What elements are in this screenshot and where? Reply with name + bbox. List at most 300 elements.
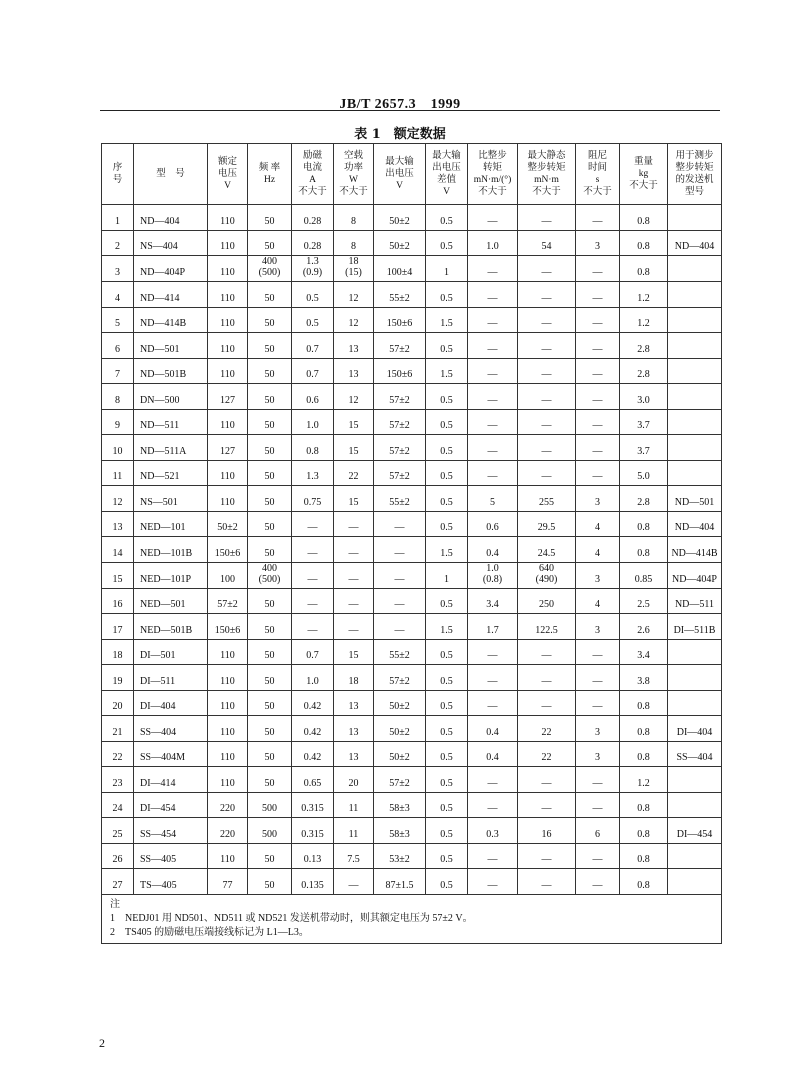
col-excitation-current-cell: —: [292, 614, 334, 640]
standard-code: JB/T 2657.3 1999: [339, 97, 461, 112]
col-specific-sync-torque-cell: —: [468, 639, 518, 665]
header-line: V: [224, 181, 231, 191]
table-row: [102, 256, 722, 282]
col-weight-cell: 0.8: [620, 843, 668, 869]
col-frequency-cell: 50: [248, 282, 292, 308]
col-max-output-voltage-cell: 57±2: [374, 767, 426, 793]
col-model-cell: ND—414: [134, 282, 208, 308]
col-frequency-cell: 50: [248, 537, 292, 563]
col-no-load-power-cell: 12: [334, 282, 374, 308]
note-2: 2 TS405 的励磁电压端接线标记为 L1—L3。: [110, 926, 309, 938]
col-frequency-cell: 50: [248, 205, 292, 231]
col-index-cell: 22: [102, 741, 134, 767]
col-excitation-current-cell: 0.13: [292, 843, 334, 869]
col-no-load-power-cell: 8: [334, 205, 374, 231]
col-output-voltage-diff-cell: 0.5: [426, 818, 468, 844]
header-line: 整步转矩: [675, 163, 714, 173]
table-row: [102, 639, 722, 665]
table-row: [102, 690, 722, 716]
table-row: [102, 205, 722, 231]
col-index-cell: 7: [102, 358, 134, 384]
col-output-voltage-diff-cell: 1.5: [426, 307, 468, 333]
col-max-output-voltage-cell: 58±3: [374, 818, 426, 844]
col-specific-sync-torque-cell: 1.0: [468, 230, 518, 256]
col-excitation-current-cell: 0.75: [292, 486, 334, 512]
table-row: [102, 588, 722, 614]
col-no-load-power-cell: 13: [334, 690, 374, 716]
col-max-output-voltage-cell: —: [374, 562, 426, 588]
col-model-cell: NED—101B: [134, 537, 208, 563]
table-row: [102, 282, 722, 308]
header-line: 出电压: [432, 163, 461, 173]
col-max-static-sync-torque-cell: —: [518, 384, 576, 410]
col-test-transmitter-cell: [668, 358, 722, 384]
col-test-transmitter-cell: [668, 792, 722, 818]
col-frequency-cell: 50: [248, 384, 292, 410]
col-weight-cell: 2.8: [620, 358, 668, 384]
col-output-voltage-diff-cell: 0.5: [426, 511, 468, 537]
col-max-static-sync-torque-cell: —: [518, 665, 576, 691]
col-frequency-header: [248, 144, 292, 205]
col-frequency-cell: 50: [248, 307, 292, 333]
col-no-load-power-cell: —: [334, 537, 374, 563]
col-weight-cell: 0.85: [620, 562, 668, 588]
col-weight-cell: 1.2: [620, 307, 668, 333]
col-output-voltage-diff-cell: 0.5: [426, 843, 468, 869]
col-rated-voltage-cell: 110: [208, 230, 248, 256]
rated-data-table: [101, 143, 722, 944]
col-damping-time-cell: —: [576, 409, 620, 435]
col-no-load-power-cell: 12: [334, 384, 374, 410]
col-index-cell: 23: [102, 767, 134, 793]
header-line: mN·m/(°): [473, 175, 512, 185]
col-rated-voltage-cell: 127: [208, 384, 248, 410]
header-line: kg: [638, 169, 649, 179]
col-index-cell: 6: [102, 333, 134, 359]
header-line: 额定: [217, 157, 237, 167]
col-max-output-voltage-cell: —: [374, 588, 426, 614]
col-weight-cell: 3.4: [620, 639, 668, 665]
header-line: 电流: [302, 163, 322, 173]
table-row: [102, 486, 722, 512]
col-max-output-voltage-cell: —: [374, 511, 426, 537]
col-damping-time-cell: 4: [576, 511, 620, 537]
header-line: 转矩: [482, 163, 502, 173]
col-specific-sync-torque-cell: —: [468, 282, 518, 308]
col-rated-voltage-cell: 127: [208, 435, 248, 461]
col-excitation-current-header: [292, 144, 334, 205]
col-excitation-current-cell: 1.0: [292, 665, 334, 691]
col-frequency-cell: 50: [248, 511, 292, 537]
col-model-cell: NED—101: [134, 511, 208, 537]
col-model-cell: DI—414: [134, 767, 208, 793]
col-damping-time-cell: —: [576, 282, 620, 308]
col-output-voltage-diff-cell: 0.5: [426, 588, 468, 614]
col-max-output-voltage-cell: —: [374, 614, 426, 640]
col-model-cell: SS—404: [134, 716, 208, 742]
col-test-transmitter-cell: ND—414B: [668, 537, 722, 563]
col-weight-cell: 3.7: [620, 409, 668, 435]
table-row: [102, 716, 722, 742]
col-max-output-voltage-cell: 150±6: [374, 307, 426, 333]
header-line: 不大于: [339, 187, 368, 197]
col-model-cell: ND—501: [134, 333, 208, 359]
col-excitation-current-cell: 0.28: [292, 230, 334, 256]
table-row: [102, 460, 722, 486]
header-line: 差值: [436, 175, 456, 185]
table-row: [102, 665, 722, 691]
col-test-transmitter-cell: [668, 409, 722, 435]
notes-label: 注: [110, 898, 120, 910]
col-weight-cell: 2.5: [620, 588, 668, 614]
col-frequency-cell: 50: [248, 230, 292, 256]
col-excitation-current-cell: 0.5: [292, 307, 334, 333]
col-test-transmitter-cell: [668, 460, 722, 486]
col-model-cell: DI—404: [134, 690, 208, 716]
col-damping-time-cell: 3: [576, 486, 620, 512]
col-specific-sync-torque-cell: 0.4: [468, 741, 518, 767]
header-line: 比整步: [478, 151, 507, 161]
col-output-voltage-diff-cell: 1.5: [426, 358, 468, 384]
col-specific-sync-torque-cell: 0.4: [468, 537, 518, 563]
col-frequency-cell: 50: [248, 333, 292, 359]
table-row: [102, 409, 722, 435]
header-line: 型 号: [156, 169, 185, 179]
col-output-voltage-diff-cell: 0.5: [426, 690, 468, 716]
col-max-static-sync-torque-cell: 29.5: [518, 511, 576, 537]
col-output-voltage-diff-cell: 0.5: [426, 869, 468, 895]
col-damping-time-cell: —: [576, 333, 620, 359]
col-excitation-current-cell: 0.315: [292, 792, 334, 818]
col-max-static-sync-torque-cell: 22: [518, 741, 576, 767]
col-damping-time-cell: —: [576, 384, 620, 410]
col-max-output-voltage-cell: 57±2: [374, 460, 426, 486]
col-output-voltage-diff-cell: 0.5: [426, 792, 468, 818]
col-test-transmitter-cell: [668, 282, 722, 308]
col-weight-cell: 5.0: [620, 460, 668, 486]
col-max-static-sync-torque-cell: —: [518, 282, 576, 308]
col-damping-time-cell: 3: [576, 562, 620, 588]
col-max-static-sync-torque-cell: —: [518, 843, 576, 869]
col-index-cell: 21: [102, 716, 134, 742]
col-frequency-cell: 50: [248, 716, 292, 742]
col-index-cell: 4: [102, 282, 134, 308]
col-max-static-sync-torque-cell: —: [518, 205, 576, 231]
col-output-voltage-diff-cell: 0.5: [426, 230, 468, 256]
col-model-cell: SS—405: [134, 843, 208, 869]
col-max-output-voltage-cell: —: [374, 537, 426, 563]
col-output-voltage-diff-header: [426, 144, 468, 205]
col-test-transmitter-header: [668, 144, 722, 205]
col-damping-time-cell: —: [576, 358, 620, 384]
col-test-transmitter-cell: [668, 435, 722, 461]
col-no-load-power-cell: —: [334, 562, 374, 588]
table-row: [102, 614, 722, 640]
col-no-load-power-cell: 13: [334, 333, 374, 359]
table-row: [102, 333, 722, 359]
col-max-static-sync-torque-cell: —: [518, 409, 576, 435]
col-max-output-voltage-cell: 50±2: [374, 716, 426, 742]
notes-cell: [102, 894, 722, 943]
col-no-load-power-cell: —: [334, 588, 374, 614]
header-line: 整步转矩: [527, 163, 566, 173]
col-test-transmitter-cell: [668, 205, 722, 231]
col-specific-sync-torque-cell: —: [468, 460, 518, 486]
col-test-transmitter-cell: [668, 869, 722, 895]
col-specific-sync-torque-cell: 0.6: [468, 511, 518, 537]
col-max-output-voltage-cell: 55±2: [374, 282, 426, 308]
col-model-cell: NED—501: [134, 588, 208, 614]
col-output-voltage-diff-cell: 0.5: [426, 460, 468, 486]
header-line: 功率: [343, 163, 363, 173]
col-index-cell: 26: [102, 843, 134, 869]
col-max-output-voltage-cell: 53±2: [374, 843, 426, 869]
col-index-cell: 25: [102, 818, 134, 844]
col-index-cell: 11: [102, 460, 134, 486]
col-test-transmitter-cell: [668, 384, 722, 410]
table-row: [102, 562, 722, 588]
col-test-transmitter-cell: ND—501: [668, 486, 722, 512]
col-max-static-sync-torque-cell: —: [518, 639, 576, 665]
col-specific-sync-torque-cell: 3.4: [468, 588, 518, 614]
col-rated-voltage-cell: 110: [208, 690, 248, 716]
col-rated-voltage-cell: 110: [208, 282, 248, 308]
table-header-row: [102, 144, 722, 205]
col-max-output-voltage-cell: 57±2: [374, 409, 426, 435]
header-line: Hz: [263, 175, 276, 185]
col-no-load-power-cell: 8: [334, 230, 374, 256]
col-index-cell: 14: [102, 537, 134, 563]
table-row: [102, 307, 722, 333]
col-test-transmitter-cell: ND—511: [668, 588, 722, 614]
col-rated-voltage-cell: 110: [208, 741, 248, 767]
header-line: 用于测步: [675, 151, 714, 161]
table-row: [102, 511, 722, 537]
col-excitation-current-cell: 0.6: [292, 384, 334, 410]
col-specific-sync-torque-cell: —: [468, 435, 518, 461]
col-index-cell: 19: [102, 665, 134, 691]
col-frequency-cell: 50: [248, 843, 292, 869]
col-model-cell: ND—501B: [134, 358, 208, 384]
col-rated-voltage-cell: 110: [208, 333, 248, 359]
col-excitation-current-cell: 1.3: [292, 460, 334, 486]
col-excitation-current-cell: 0.42: [292, 716, 334, 742]
header-line: 不大于: [298, 187, 327, 197]
col-no-load-power-cell: 18 (15): [334, 256, 374, 282]
col-specific-sync-torque-cell: —: [468, 409, 518, 435]
col-damping-time-cell: 3: [576, 741, 620, 767]
header-line: 不大于: [478, 187, 507, 197]
col-test-transmitter-cell: [668, 767, 722, 793]
col-output-voltage-diff-cell: 0.5: [426, 333, 468, 359]
header-line: V: [443, 187, 450, 197]
col-excitation-current-cell: 0.7: [292, 333, 334, 359]
table-row: [102, 741, 722, 767]
col-model-cell: DN—500: [134, 384, 208, 410]
col-excitation-current-cell: 0.7: [292, 639, 334, 665]
table-body: [102, 205, 722, 895]
notes-row: [102, 894, 722, 943]
col-max-static-sync-torque-cell: —: [518, 333, 576, 359]
col-excitation-current-cell: 0.28: [292, 205, 334, 231]
col-no-load-power-cell: —: [334, 869, 374, 895]
header-line: 频 率: [258, 163, 281, 173]
col-test-transmitter-cell: [668, 665, 722, 691]
col-excitation-current-cell: —: [292, 562, 334, 588]
col-rated-voltage-cell: 220: [208, 818, 248, 844]
table-title: 表 1 额定数据: [354, 127, 446, 142]
header-line: 最大输: [385, 157, 414, 167]
col-specific-sync-torque-header: [468, 144, 518, 205]
col-test-transmitter-cell: [668, 690, 722, 716]
col-max-output-voltage-cell: 58±3: [374, 792, 426, 818]
col-max-output-voltage-cell: 57±2: [374, 333, 426, 359]
col-output-voltage-diff-cell: 0.5: [426, 282, 468, 308]
col-test-transmitter-cell: DI—511B: [668, 614, 722, 640]
col-frequency-cell: 50: [248, 869, 292, 895]
col-weight-cell: 2.8: [620, 333, 668, 359]
col-excitation-current-cell: 0.42: [292, 690, 334, 716]
col-index-cell: 5: [102, 307, 134, 333]
col-max-static-sync-torque-cell: 24.5: [518, 537, 576, 563]
col-rated-voltage-cell: 77: [208, 869, 248, 895]
header-line: 号: [112, 175, 123, 185]
col-index-cell: 2: [102, 230, 134, 256]
col-no-load-power-cell: 11: [334, 818, 374, 844]
col-damping-time-cell: —: [576, 307, 620, 333]
col-model-cell: ND—521: [134, 460, 208, 486]
col-weight-cell: 1.2: [620, 767, 668, 793]
col-excitation-current-cell: 0.42: [292, 741, 334, 767]
col-index-cell: 13: [102, 511, 134, 537]
col-weight-cell: 0.8: [620, 256, 668, 282]
note-1: 1 NEDJ01 用 ND501、ND511 或 ND521 发送机带动时，则其额定电压为 57±2 V。: [110, 912, 473, 924]
header-line: 阻尼: [587, 151, 607, 161]
col-no-load-power-cell: 22: [334, 460, 374, 486]
col-damping-time-cell: —: [576, 639, 620, 665]
col-damping-time-cell: —: [576, 256, 620, 282]
col-specific-sync-torque-cell: —: [468, 665, 518, 691]
col-frequency-cell: 50: [248, 614, 292, 640]
col-rated-voltage-cell: 110: [208, 843, 248, 869]
col-test-transmitter-cell: ND—404: [668, 230, 722, 256]
col-weight-cell: 3.7: [620, 435, 668, 461]
col-no-load-power-cell: 20: [334, 767, 374, 793]
col-index-cell: 12: [102, 486, 134, 512]
col-output-voltage-diff-cell: 0.5: [426, 486, 468, 512]
col-rated-voltage-cell: 150±6: [208, 537, 248, 563]
col-damping-time-cell: 3: [576, 716, 620, 742]
col-max-static-sync-torque-cell: —: [518, 256, 576, 282]
col-weight-cell: 2.6: [620, 614, 668, 640]
col-max-output-voltage-cell: 50±2: [374, 230, 426, 256]
col-rated-voltage-cell: 110: [208, 205, 248, 231]
col-output-voltage-diff-cell: 0.5: [426, 639, 468, 665]
col-max-static-sync-torque-cell: 22: [518, 716, 576, 742]
col-model-cell: TS—405: [134, 869, 208, 895]
col-rated-voltage-cell: 110: [208, 256, 248, 282]
col-specific-sync-torque-cell: 0.4: [468, 716, 518, 742]
col-weight-header: [620, 144, 668, 205]
col-max-static-sync-torque-cell: 16: [518, 818, 576, 844]
col-damping-time-cell: 3: [576, 614, 620, 640]
header-line: 最大静态: [527, 151, 566, 161]
col-model-cell: ND—404P: [134, 256, 208, 282]
col-specific-sync-torque-cell: —: [468, 307, 518, 333]
header-line: 电压: [217, 169, 237, 179]
col-damping-time-cell: —: [576, 460, 620, 486]
header-line: 的发送机: [675, 175, 714, 185]
col-weight-cell: 0.8: [620, 869, 668, 895]
col-weight-cell: 0.8: [620, 511, 668, 537]
col-max-static-sync-torque-cell: 250: [518, 588, 576, 614]
header-line: mN·m: [534, 175, 559, 185]
col-specific-sync-torque-cell: 1.7: [468, 614, 518, 640]
col-index-cell: 10: [102, 435, 134, 461]
col-excitation-current-cell: 0.65: [292, 767, 334, 793]
col-weight-cell: 2.8: [620, 486, 668, 512]
col-rated-voltage-cell: 110: [208, 665, 248, 691]
header-line: 励磁: [302, 151, 322, 161]
table-row: [102, 358, 722, 384]
col-damping-time-cell: —: [576, 792, 620, 818]
col-model-cell: SS—454: [134, 818, 208, 844]
col-frequency-cell: 50: [248, 435, 292, 461]
col-damping-time-cell: —: [576, 690, 620, 716]
col-frequency-cell: 50: [248, 588, 292, 614]
col-test-transmitter-cell: [668, 333, 722, 359]
col-frequency-cell: 500: [248, 818, 292, 844]
col-frequency-cell: 400 (500): [248, 256, 292, 282]
col-no-load-power-cell: —: [334, 511, 374, 537]
col-frequency-cell: 50: [248, 358, 292, 384]
col-max-static-sync-torque-cell: —: [518, 690, 576, 716]
header-line: 出电压: [385, 169, 414, 179]
table-row: [102, 537, 722, 563]
col-output-voltage-diff-cell: 0.5: [426, 767, 468, 793]
col-damping-time-cell: 6: [576, 818, 620, 844]
col-excitation-current-cell: —: [292, 537, 334, 563]
col-damping-time-cell: 4: [576, 588, 620, 614]
table-row: [102, 767, 722, 793]
col-max-static-sync-torque-cell: 640 (490): [518, 562, 576, 588]
col-excitation-current-cell: 0.135: [292, 869, 334, 895]
col-index-cell: 3: [102, 256, 134, 282]
col-model-cell: DI—501: [134, 639, 208, 665]
col-index-cell: 20: [102, 690, 134, 716]
col-specific-sync-torque-cell: 5: [468, 486, 518, 512]
col-specific-sync-torque-cell: —: [468, 358, 518, 384]
col-damping-time-cell: —: [576, 665, 620, 691]
col-test-transmitter-cell: SS—404: [668, 741, 722, 767]
header-line: 时间: [587, 163, 607, 173]
col-no-load-power-cell: 15: [334, 409, 374, 435]
col-specific-sync-torque-cell: —: [468, 205, 518, 231]
col-test-transmitter-cell: DI—454: [668, 818, 722, 844]
col-output-voltage-diff-cell: 1: [426, 256, 468, 282]
col-damping-time-cell: 3: [576, 230, 620, 256]
col-weight-cell: 0.8: [620, 792, 668, 818]
header-line: 型号: [684, 187, 704, 197]
col-max-static-sync-torque-cell: 54: [518, 230, 576, 256]
col-specific-sync-torque-cell: 0.3: [468, 818, 518, 844]
table-row: [102, 384, 722, 410]
col-frequency-cell: 500: [248, 792, 292, 818]
col-output-voltage-diff-cell: 0.5: [426, 384, 468, 410]
col-model-cell: NS—404: [134, 230, 208, 256]
col-index-cell: 16: [102, 588, 134, 614]
col-rated-voltage-cell: 110: [208, 639, 248, 665]
